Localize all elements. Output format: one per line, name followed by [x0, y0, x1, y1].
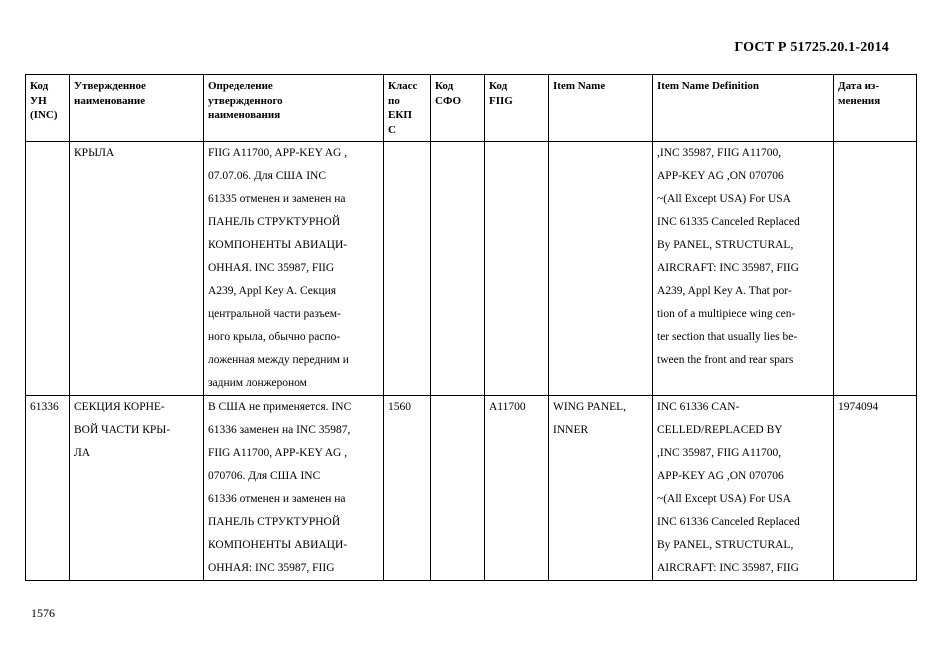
cell-text-line: APP-KEY AG ,ON 070706: [657, 470, 784, 482]
cell-inc-code: [26, 142, 70, 396]
cell-item-name-definition: [653, 396, 834, 581]
cell-text-line: по: [388, 94, 400, 107]
cell-text-line: ОННАЯ. INC 35987, FIIG: [208, 262, 335, 274]
cell-text-line: 61336 заменен на INC 35987,: [208, 424, 351, 436]
cell-text-line: 61336: [30, 401, 59, 413]
cell-text-line: Код: [435, 80, 454, 92]
header-fiig-code: [485, 75, 549, 142]
table-header: [26, 75, 917, 142]
cell-text-line: ПАНЕЛЬ СТРУКТУРНОЙ: [208, 516, 341, 528]
table-body: [26, 142, 917, 581]
cell-text-line: Класс: [388, 80, 418, 92]
cell-text-line: наименование: [74, 94, 146, 107]
cell-text-line: INC 61336 Canceled Replaced: [657, 516, 800, 528]
cell-text-line: FIIG A11700, APP-KEY AG ,: [208, 147, 348, 159]
cell-text-line: ter section that usually lies be-: [657, 331, 798, 343]
cell-text-line: утвержденного: [208, 94, 283, 107]
cell-text-line: APP-KEY AG ,ON 070706: [657, 170, 784, 182]
cell-text-line: By PANEL, STRUCTURAL,: [657, 239, 794, 251]
header-item-name-definition: [653, 75, 834, 142]
cell-text-line: Утвержденное: [74, 80, 146, 92]
cell-text-line: ,INC 35987, FIIG A11700,: [657, 447, 782, 459]
cell-fiig-code: [485, 142, 549, 396]
cell-text-line: КОМПОНЕНТЫ АВИАЦИ-: [208, 539, 348, 551]
cell-text-line: 07.07.06. Для США INC: [208, 170, 327, 182]
cell-text-line: ВОЙ ЧАСТИ КРЫ-: [74, 424, 171, 436]
cell-sfo-code: [431, 142, 485, 396]
header-name-definition-ru: [204, 75, 384, 142]
cell-text-line: КРЫЛА: [74, 147, 115, 159]
cell-text-line: FIIG A11700, APP-KEY AG ,: [208, 447, 348, 459]
cell-text-line: Item Name Definition: [657, 80, 760, 92]
cell-text-line: FIIG: [489, 94, 513, 107]
cell-text-line: INC 61335 Canceled Replaced: [657, 216, 800, 228]
cell-text-line: Item Name: [553, 80, 606, 92]
cell-text-line: Дата из-: [838, 80, 879, 92]
cell-item-name-definition: [653, 142, 834, 396]
cell-sfo-code: [431, 396, 485, 581]
cell-text-line: ~(All Except USA) For USA: [657, 193, 791, 205]
cell-text-line: By PANEL, STRUCTURAL,: [657, 539, 794, 551]
cell-text-line: INC 61336 CAN-: [657, 401, 740, 413]
cell-text-line: CELLED/REPLACED BY: [657, 424, 783, 436]
cell-inc-code: [26, 396, 70, 581]
cell-text-line: ЕКП: [388, 109, 412, 121]
cell-ekps-class: [384, 396, 431, 581]
header-row: [26, 75, 917, 142]
cell-text-line: задним лонжероном: [208, 377, 307, 389]
cell-text-line: 61335 отменен и заменен на: [208, 193, 346, 205]
catalog-table: [25, 74, 917, 581]
header-ekps-class: [384, 75, 431, 142]
cell-text-line: tion of a multipiece wing cen-: [657, 308, 796, 320]
cell-ekps-class: [384, 142, 431, 396]
cell-name-definition-ru: [204, 396, 384, 581]
cell-change-date: [834, 396, 917, 581]
cell-text-line: менения: [838, 94, 881, 107]
page-number: 1576: [31, 606, 55, 620]
cell-text-line: ,INC 35987, FIIG A11700,: [657, 147, 782, 159]
cell-change-date: [834, 142, 917, 396]
cell-item-name: [549, 396, 653, 581]
table-row: [26, 396, 917, 581]
cell-text-line: ~(All Except USA) For USA: [657, 493, 791, 505]
cell-text-line: В США не применяется. INC: [208, 401, 352, 413]
cell-text-line: УН: [30, 94, 47, 107]
cell-text-line: A239, Appl Key A. Секция: [208, 285, 337, 297]
cell-text-line: ного крыла, обычно распо-: [208, 331, 341, 343]
cell-text-line: (INC): [30, 109, 58, 121]
cell-text-line: 070706. Для США INC: [208, 470, 321, 482]
cell-text-line: AIRCRAFT: INC 35987, FIIG: [657, 562, 799, 574]
cell-text-line: Код: [489, 80, 508, 92]
cell-text-line: tween the front and rear spars: [657, 354, 794, 366]
header-approved-name: [70, 75, 204, 142]
cell-text-line: Определение: [208, 80, 273, 92]
cell-text-line: 1560: [388, 401, 411, 413]
cell-text-line: A11700: [489, 401, 526, 413]
cell-name-definition-ru: [204, 142, 384, 396]
cell-text-line: 1974094: [838, 401, 879, 413]
cell-approved-name: [70, 396, 204, 581]
cell-fiig-code: [485, 396, 549, 581]
cell-text-line: AIRCRAFT: INC 35987, FIIG: [657, 262, 799, 274]
cell-item-name: [549, 142, 653, 396]
cell-text-line: 61336 отменен и заменен на: [208, 493, 346, 505]
cell-text-line: Код: [30, 80, 49, 92]
header-inc-code: [26, 75, 70, 142]
header-item-name: [549, 75, 653, 142]
cell-text-line: наименования: [208, 109, 281, 121]
cell-text-line: ЛА: [74, 447, 91, 459]
cell-text-line: СФО: [435, 94, 462, 107]
cell-text-line: INNER: [553, 424, 589, 436]
cell-text-line: ПАНЕЛЬ СТРУКТУРНОЙ: [208, 216, 341, 228]
document-designation: ГОСТ Р 51725.20.1-2014: [734, 40, 889, 55]
cell-approved-name: [70, 142, 204, 396]
cell-text-line: центральной части разъем-: [208, 308, 341, 320]
cell-text-line: С: [388, 123, 396, 136]
header-sfo-code: [431, 75, 485, 142]
header-change-date: [834, 75, 917, 142]
cell-text-line: A239, Appl Key A. That por-: [657, 285, 792, 297]
cell-text-line: ложенная между передним и: [208, 354, 349, 366]
cell-text-line: СЕКЦИЯ КОРНЕ-: [74, 401, 165, 413]
cell-text-line: WING PANEL,: [553, 401, 627, 413]
cell-text-line: ОННАЯ: INC 35987, FIIG: [208, 562, 335, 574]
cell-text-line: КОМПОНЕНТЫ АВИАЦИ-: [208, 239, 348, 251]
table-row: [26, 142, 917, 396]
